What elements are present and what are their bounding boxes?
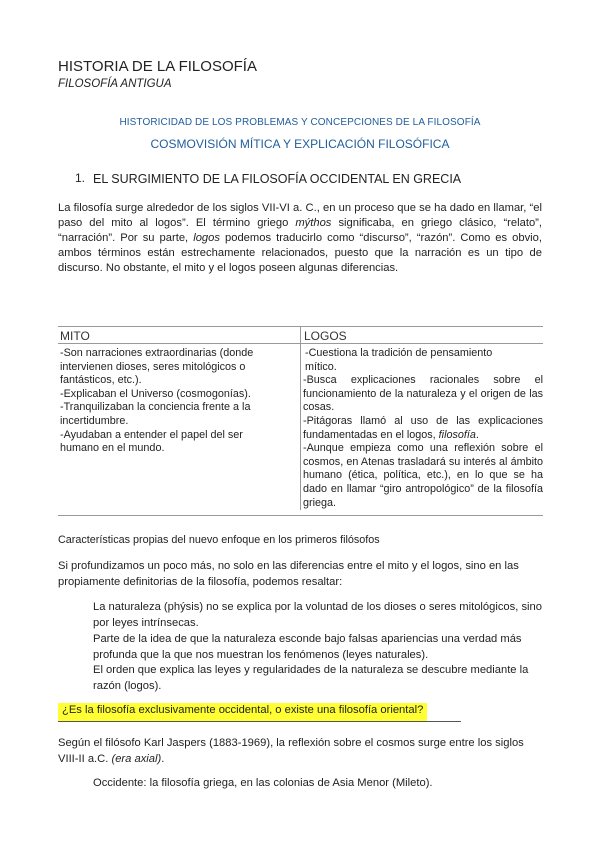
table-bottom-border — [58, 515, 543, 516]
mito-line: intervienen dioses, seres mitológicos o — [60, 360, 246, 373]
document-title: HISTORIA DE LA FILOSOFÍA — [58, 58, 257, 75]
logos-item-italic: filosofía — [438, 428, 476, 441]
table-header-mito: MITO — [58, 326, 300, 344]
intro-text-1: La filosofía surge alrededor de los siglos VII-VI a. C., en un proceso que se ha dado en llamar, “el paso del mito al logos”. El término griego — [58, 202, 542, 229]
mito-line: -Tranquilizaban la conciencia frente a la — [60, 401, 251, 414]
table-header-logos: LOGOS — [300, 326, 543, 344]
section-heading-top: HISTORICIDAD DE LOS PROBLEMAS Y CONCEPCIONES DE LA FILOSOFÍA — [119, 117, 481, 128]
intro-paragraph — [58, 201, 542, 276]
question-underline — [58, 721, 461, 722]
list-item: Parte de la idea de que la naturaleza esconde bajo falsas apariencias una verdad más profunda que la que nos muestran los fenómenos (leyes naturales). — [93, 633, 522, 661]
section-number: 1. — [75, 171, 86, 185]
mito-line: -Ayudaban a entender el papel del ser — [60, 428, 243, 441]
mito-line: -Explicaban el Universo (cosmogonías). — [60, 387, 251, 400]
mito-line: -Son narraciones extraordinarias (donde — [60, 347, 254, 359]
document-subtitle: FILOSOFÍA ANTIGUA — [58, 78, 172, 90]
jaspers-italic: (era axial) — [111, 753, 162, 765]
list-item: La naturaleza (phýsis) no se explica por la voluntad de los dioses o seres mitológicos, sino por leyes intrínsecas. — [93, 601, 542, 629]
logos-item: -Pitágoras llamó al uso de las explicaciones fundamentadas en el logos, filosofía. — [303, 414, 543, 441]
jaspers-paragraph — [58, 735, 542, 767]
logos-item: -Busca explicaciones racionales sobre el funcionamiento de la naturaleza y el origen de las cosas. — [303, 374, 543, 414]
intro-text-2: significaba, en griego clásico, “relato”, “narración”. Por su parte, — [58, 217, 543, 244]
logos-item-text: -Pitágoras llamó al uso de las explicaciones fundamentadas en el logos, — [303, 414, 543, 441]
mito-line: humano en el mundo. — [60, 442, 165, 455]
table-column-logos — [303, 347, 543, 510]
mito-line: incertidumbre. — [60, 414, 129, 427]
intro-mythos: mýthos — [295, 217, 332, 229]
jaspers-end: . — [161, 753, 165, 765]
jaspers-text: Según el filósofo Karl Jaspers (1883-1969), la reflexión sobre el cosmos surge entre los siglos VIII-II a.C. — [58, 737, 524, 765]
profundizamos-paragraph: Si profundizamos un poco más, no solo en las diferencias entre el mito y el logos, sino en las propiamente definitorias de la filosofía, podemos resaltar: — [58, 560, 519, 588]
characteristics-heading: Características propias del nuevo enfoque en los primeros filósofos — [58, 534, 380, 546]
section-title: EL SURGIMIENTO DE LA FILOSOFÍA OCCIDENTAL EN GRECIA — [93, 172, 462, 186]
section-heading-sub: COSMOVISIÓN MÍTICA Y EXPLICACIÓN FILOSÓFICA — [150, 137, 450, 151]
logos-line: mítico. — [305, 360, 337, 373]
list-item: Occidente: la filosofía griega, en las colonias de Asia Menor (Mileto). — [93, 777, 433, 789]
logos-line: -Cuestiona la tradición de pensamiento — [305, 347, 493, 359]
mito-line: fantásticos, etc.). — [60, 374, 142, 387]
list-item: El orden que explica las leyes y regularidades de la naturaleza se descubre mediante la razón (logos). — [93, 664, 529, 692]
highlighted-question: ¿Es la filosofía exclusivamente occidental, o existe una filosofía oriental? — [58, 703, 427, 721]
logos-item: -Aunque empieza como una reflexión sobre el cosmos, en Atenas trasladará su interés al ámbito humano (ética, política, etc.), en lo que se ha dado en llamar “giro antropológico” de la filosofía griega. — [303, 442, 543, 509]
intro-logos: logos — [193, 232, 220, 244]
intro-text-3: podemos traducirlo como “discurso”, “razón”. Como es obvio, ambos términos están estrechamente relacionados, puesto que la narración es un tipo de discurso. No obstante, el mito y el logos poseen algunas diferencias. — [58, 232, 542, 274]
